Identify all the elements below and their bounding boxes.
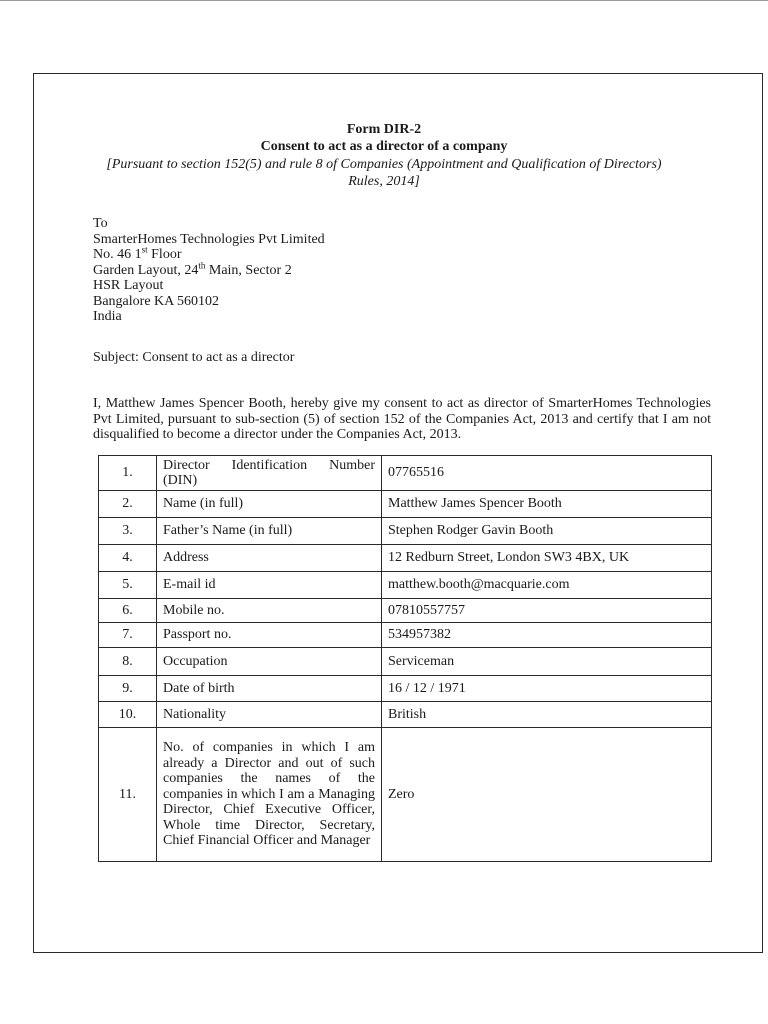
address-line5: India bbox=[93, 309, 122, 324]
field-value: 07810557757 bbox=[382, 599, 712, 623]
form-header bbox=[0, 122, 768, 190]
field-label: Occupation bbox=[157, 648, 382, 676]
field-value: Stephen Rodger Gavin Booth bbox=[382, 518, 712, 545]
field-value: Matthew James Spencer Booth bbox=[382, 491, 712, 518]
row-number: 2. bbox=[99, 491, 157, 518]
field-value: 12 Redburn Street, London SW3 4BX, UK bbox=[382, 545, 712, 572]
form-subtitle: [Pursuant to section 152(5) and rule 8 of Companies (Appointment and Qualification of Directors) Rules, 2014] bbox=[106, 157, 662, 189]
row-number: 8. bbox=[99, 648, 157, 676]
table-row bbox=[99, 456, 712, 491]
consent-statement: I, Matthew James Spencer Booth, hereby give my consent to act as director of SmarterHomes Technologies Pvt Limited, pursuant to sub-section (5) of section 152 of the Companies Act, 2013 and certify that I am not disqualified to become a director under the Companies Act, 2013. bbox=[93, 396, 711, 442]
field-label: Director Identification Number (DIN) bbox=[157, 456, 382, 491]
field-label: E-mail id bbox=[157, 572, 382, 599]
table-row bbox=[99, 599, 712, 623]
field-label: Father’s Name (in full) bbox=[157, 518, 382, 545]
row-number: 1. bbox=[99, 456, 157, 491]
field-value: 07765516 bbox=[382, 456, 712, 491]
row-number: 10. bbox=[99, 702, 157, 728]
field-label: Mobile no. bbox=[157, 599, 382, 623]
field-value: 534957382 bbox=[382, 623, 712, 648]
table-row bbox=[99, 728, 712, 862]
field-label: No. of companies in which I am already a Director and out of such companies the names of the companies in which I am a Managing Director, Chief Executive Officer, Whole time Director, Secretary, Chief Financial Officer and Manager bbox=[157, 728, 382, 862]
field-value: Zero bbox=[382, 728, 712, 862]
table-row bbox=[99, 545, 712, 572]
field-label: Address bbox=[157, 545, 382, 572]
address-line4: Bangalore KA 560102 bbox=[93, 293, 219, 309]
row-number: 4. bbox=[99, 545, 157, 572]
field-label: Date of birth bbox=[157, 676, 382, 702]
table-row bbox=[99, 572, 712, 599]
row-number: 3. bbox=[99, 518, 157, 545]
address-line2: Garden Layout, 24th Main, Sector 2 bbox=[93, 259, 292, 278]
field-value: 16 / 12 / 1971 bbox=[382, 676, 712, 702]
field-label: Passport no. bbox=[157, 623, 382, 648]
field-value: Serviceman bbox=[382, 648, 712, 676]
table-row bbox=[99, 623, 712, 648]
subject-line: Subject: Consent to act as a director bbox=[93, 350, 295, 365]
field-value: British bbox=[382, 702, 712, 728]
field-label: Name (in full) bbox=[157, 491, 382, 518]
table-row bbox=[99, 702, 712, 728]
address-to: To bbox=[93, 216, 108, 231]
address-line3: HSR Layout bbox=[93, 278, 164, 293]
address-company: SmarterHomes Technologies Pvt Limited bbox=[93, 231, 325, 247]
field-value: matthew.booth@macquarie.com bbox=[382, 572, 712, 599]
director-details-table bbox=[98, 455, 712, 862]
table-row bbox=[99, 676, 712, 702]
form-number: Form DIR-2 bbox=[346, 122, 422, 137]
scan-top-edge bbox=[0, 0, 768, 2]
form-title: Consent to act as a director of a company bbox=[260, 139, 508, 154]
table-row bbox=[99, 518, 712, 545]
recipient-address bbox=[93, 216, 325, 325]
row-number: 11. bbox=[99, 728, 157, 862]
row-number: 9. bbox=[99, 676, 157, 702]
table-row bbox=[99, 648, 712, 676]
row-number: 7. bbox=[99, 623, 157, 648]
row-number: 5. bbox=[99, 572, 157, 599]
row-number: 6. bbox=[99, 599, 157, 623]
table-row bbox=[99, 491, 712, 518]
address-line1: No. 46 1st Floor bbox=[93, 244, 182, 262]
field-label: Nationality bbox=[157, 702, 382, 728]
